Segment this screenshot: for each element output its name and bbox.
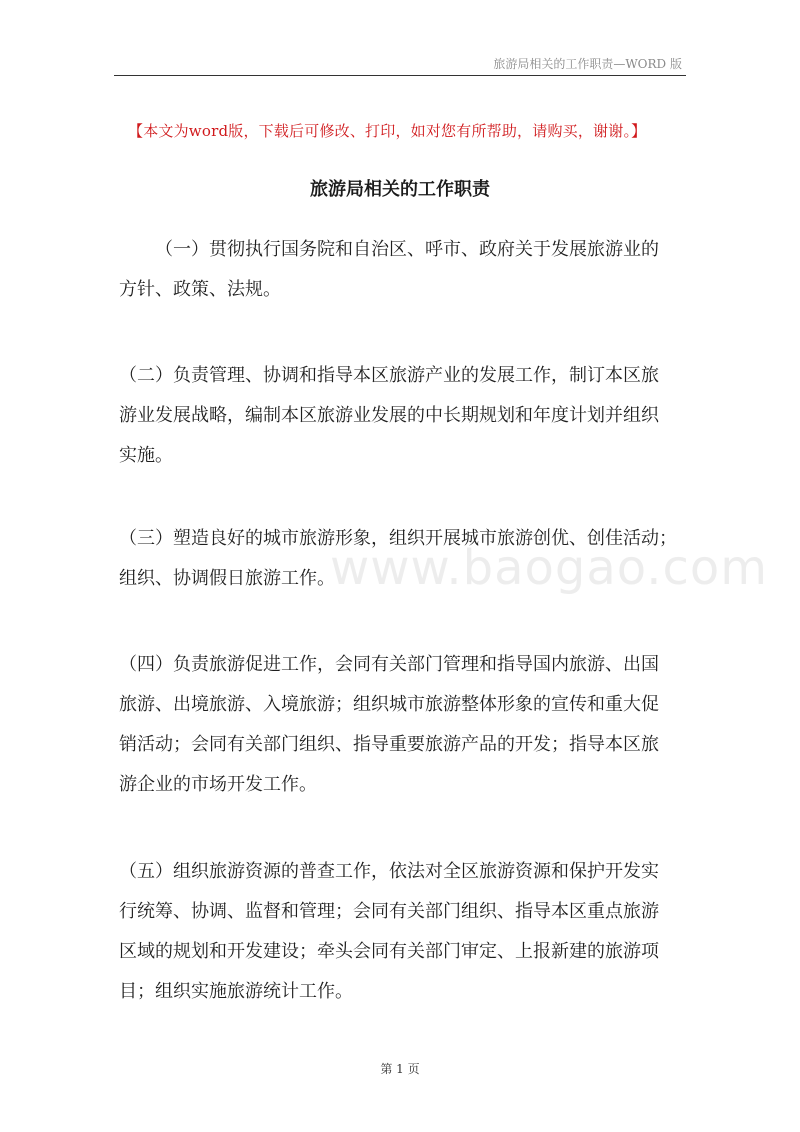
paragraph-5 xyxy=(119,852,691,1012)
paragraph-line: （一）贯彻执行国务院和自治区、呼市、政府关于发展旅游业的 xyxy=(155,239,659,260)
paragraph-2 xyxy=(119,356,691,476)
running-header: 旅游局相关的工作职责—WORD 版 xyxy=(493,57,682,71)
paragraph-3 xyxy=(119,519,691,599)
paragraph-4 xyxy=(119,645,691,805)
paragraph-line: 销活动；会同有关部门组织、指导重要旅游产品的开发；指导本区旅 xyxy=(119,734,659,755)
paragraph-line: 区域的规划和开发建设；牵头会同有关部门审定、上报新建的旅游项 xyxy=(119,941,659,962)
paragraph-line: 组织、协调假日旅游工作。 xyxy=(119,568,335,589)
paragraph-line: 目；组织实施旅游统计工作。 xyxy=(119,981,353,1002)
watermark: www.baogao.com xyxy=(330,540,769,596)
paragraph-line: 方针、政策、法规。 xyxy=(119,279,281,300)
paragraph-line: （四）负责旅游促进工作，会同有关部门管理和指导国内旅游、出国 xyxy=(119,654,659,675)
paragraph-line: 游业发展战略，编制本区旅游业发展的中长期规划和年度计划并组织 xyxy=(119,405,659,426)
page-number: 第 1 页 xyxy=(380,1062,420,1076)
paragraph-line: 旅游、出境旅游、入境旅游；组织城市旅游整体形象的宣传和重大促 xyxy=(119,694,659,715)
document-title: 旅游局相关的工作职责 xyxy=(310,179,490,200)
paragraph-line: （二）负责管理、协调和指导本区旅游产业的发展工作，制订本区旅 xyxy=(119,365,659,386)
paragraph-line: （五）组织旅游资源的普查工作，依法对全区旅游资源和保护开发实 xyxy=(119,861,659,882)
header-rule xyxy=(114,75,686,76)
purchase-notice: 【本文为word版，下载后可修改、打印，如对您有所帮助，请购买，谢谢。】 xyxy=(128,122,647,140)
paragraph-line: 行统筹、协调、监督和管理；会同有关部门组织、指导本区重点旅游 xyxy=(119,901,659,922)
paragraph-line: 实施。 xyxy=(119,445,173,466)
paragraph-line: 游企业的市场开发工作。 xyxy=(119,774,317,795)
paragraph-line: （三）塑造良好的城市旅游形象，组织开展城市旅游创优、创佳活动； xyxy=(119,528,677,549)
paragraph-1 xyxy=(119,230,691,310)
